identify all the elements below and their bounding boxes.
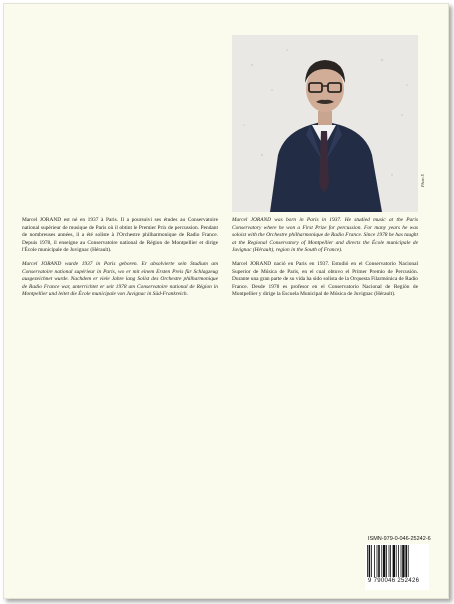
barcode-digits: 9 790046 252426 [368, 578, 420, 584]
bio-english: Marcel JORAND was born in Paris in 1937. He studied music at the Paris Conservatory where he won a First Prize for percussion. For many years he was soloist with the Orchestre philharmonique de Radio France. Since 1978 he has taught at the Regional Conservatory of Montpellier and directs the École municipale de Juvignac (Hérault), region in the South of France). [232, 217, 418, 254]
bio-german: Marcel JORAND wurde 1937 in Paris geboren. Er absolvierte sein Studium am Conservatoire national supérieur in Paris, wo er mit einem Ersten Preis für Schlagzeug ausgezeichnet wurde. Nachdem er viele Jahre lang Solist des Orchestre philharmonique de Radio France war, unterrichtet er seit 1978 am Conservatoire national de Région in Montpellier und leitet die École municipale von Juvignac in Süd-Frankreich. [22, 260, 218, 298]
portrait-illustration [232, 35, 418, 212]
bio-spanish: Marcel JORAND nació en Paris en 1937. Estudió en el Conservatorio Nacional Superior de Música de Paris, en el cual obtuvo el Primer Premio de Percusión. Durante una gran parte de su vida ha sido solista de la Orquesta Filarmónica de Radio France. Desde 1978 es profesor en el Conservatorio Nacional de Región de Montpellier y dirige la Escuela Municipal de Música de Juvignac (Hérault). [232, 260, 418, 298]
ismn-number: ISMN-979-0-046-25242-6 [368, 536, 431, 542]
portrait-photo [232, 35, 418, 212]
barcode-bars [365, 544, 429, 578]
bio-french: Marcel JORAND est né en 1937 à Paris. Il a poursuivi ses études au Conservatoire national supérieur de musique de Paris où il obtint le Premier Prix de percussion. Pendant de nombreuses années, il a été soliste à l'Orchestre philharmonique de Radio France. Depuis 1978, il enseigne au Conservatoire national de Région de Montpellier et dirige l'École municipale de Juvignac (Hérault). [22, 217, 218, 254]
left-column [22, 217, 218, 305]
right-column [232, 217, 418, 305]
photo-credit: Photo X [420, 174, 425, 187]
